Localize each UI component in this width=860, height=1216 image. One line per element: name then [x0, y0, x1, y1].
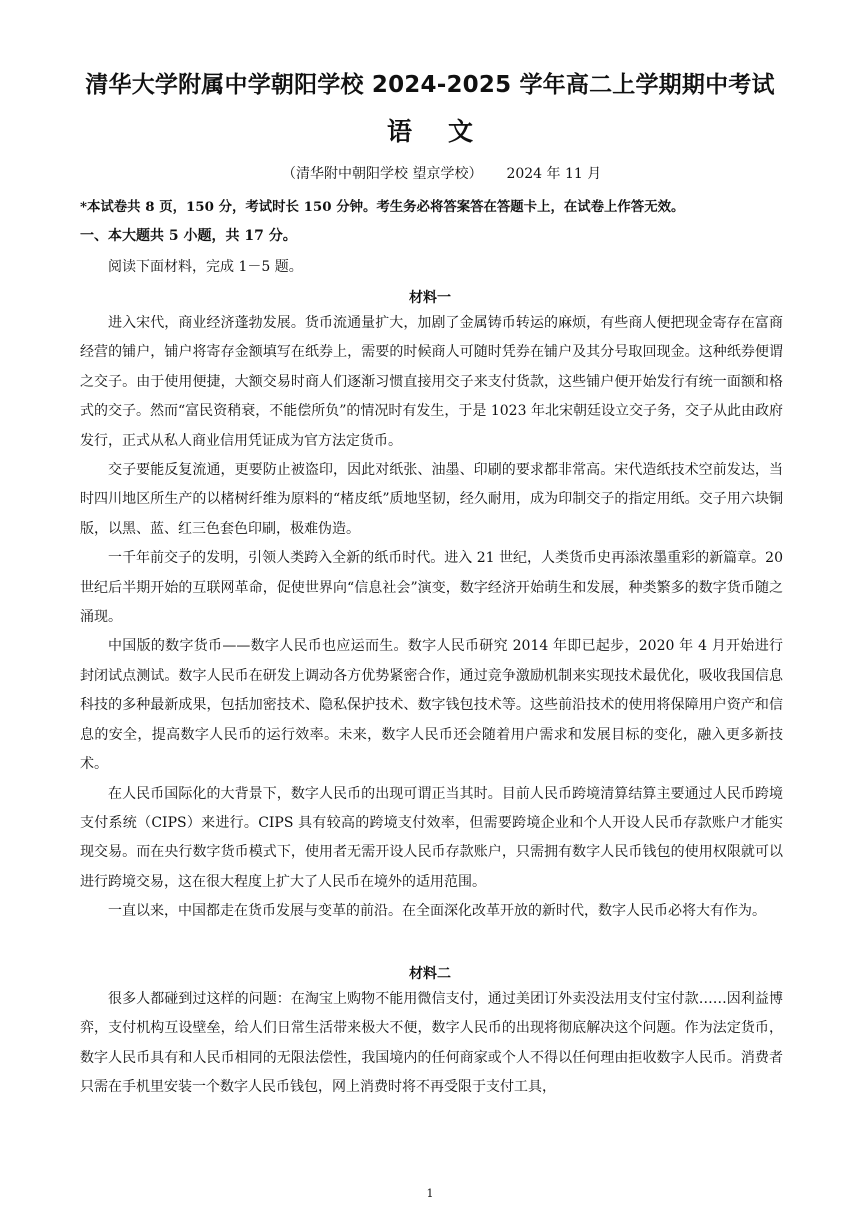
exam-title: 清华大学附属中学朝阳学校 2024-2025 学年高二上学期期中考试 — [85, 72, 775, 98]
paragraph: 中国版的数字货币——数字人民币也应运而生。数字人民币研究 2014 年即已起步，2020 年 4 月开始进行封闭试点测试。数字人民币在研发上调动各方优势紧密合作，通过竞争激励机制来实现技术最优化，吸收我国信息科技的多种最新成果，包括加密技术、隐私保护技术、数字钱包技术等。这些前沿技术的使用将保障用户资产和信息的安全，提高数字人民币的运行效率。未来，数字人民币还会随着用户需求和发展目标的变化，融入更多新技术。 — [80, 638, 783, 773]
school-name: （清华附中朝阳学校 望京学校） — [282, 166, 483, 182]
material-two-body — [80, 985, 783, 1103]
paragraph: 一千年前交子的发明，引领人类跨入全新的纸币时代。进入 21 世纪，人类货币史再添浓墨重彩的新篇章。20 世纪后半期开始的互联网革命，促使世界向“信息社会”演变，数字经济开始萌生和发展，种类繁多的数字货币随之涌现。 — [80, 550, 783, 626]
subject-title: 语文 — [386, 117, 509, 146]
paragraph: 进入宋代，商业经济蓬勃发展。货币流通量扩大，加剧了金属铸币转运的麻烦，有些商人便把现金寄存在富商经营的铺户，铺户将寄存金额填写在纸券上，需要的时候商人可随时凭券在铺户及其分号取回现金。这种纸券便谓之交子。由于使用便捷，大额交易时商人们逐渐习惯直接用交子来支付货款，这些铺户便开始发行有统一面额和格式的交子。然而“富民资稍衰，不能偿所负”的情况时有发生，于是 1023 年北宋朝廷设立交子务，交子从此由政府发行，正式从私人商业信用凭证成为官方法定货币。 — [80, 315, 783, 449]
paragraph: 很多人都碰到过这样的问题：在淘宝上购物不能用微信支付，通过美团订外卖没法用支付宝付款……因利益博弈，支付机构互设壁垒，给人们日常生活带来极大不便，数字人民币的出现将彻底解决这个问题。作为法定货币，数字人民币具有和人民币相同的无限法偿性，我国境内的任何商家或个人不得以任何理由拒收数字人民币。消费者只需在手机里安装一个数字人民币钱包，网上消费时将不再受限于支付工具， — [80, 991, 783, 1096]
material-one-body — [80, 309, 783, 927]
section-heading: 一、本大题共 5 小题，共 17 分。 — [80, 228, 297, 244]
paragraph: 交子要能反复流通，更要防止被盗印，因此对纸张、油墨、印刷的要求都非常高。宋代造纸技术空前发达，当时四川地区所生产的以楮树纤维为原料的“楮皮纸”质地坚韧，经久耐用，成为印制交子的指定用纸。交子用六块铜版，以黑、蓝、红三色套色印刷，极难伪造。 — [80, 462, 783, 537]
exam-date: 2024 年 11 月 — [506, 166, 602, 182]
paragraph: 一直以来，中国都走在货币发展与变革的前沿。在全面深化改革开放的新时代，数字人民币必将大有作为。 — [108, 903, 766, 920]
page-number: 1 — [426, 1187, 434, 1200]
paragraph: 在人民币国际化的大背景下，数字人民币的出现可谓正当其时。目前人民币跨境清算结算主要通过人民币跨境支付系统（CIPS）来进行。CIPS 具有较高的跨境支付效率，但需要跨境企业和个人开设人民币存款账户才能实现交易。而在央行数字货币模式下，使用者无需开设人民币存款账户，只需拥有数字人民币钱包的使用权限就可以进行跨境交易，这在很大程度上扩大了人民币在境外的适用范围。 — [80, 785, 783, 890]
reading-instruction: 阅读下面材料，完成 1－5 题。 — [108, 259, 303, 275]
exam-notice: *本试卷共 8 页，150 分，考试时长 150 分钟。考生务必将答案答在答题卡上，在试卷上作答无效。 — [80, 199, 685, 215]
material-one-heading: 材料一 — [409, 290, 451, 306]
material-two-heading: 材料二 — [409, 966, 451, 982]
exam-meta — [282, 163, 601, 183]
